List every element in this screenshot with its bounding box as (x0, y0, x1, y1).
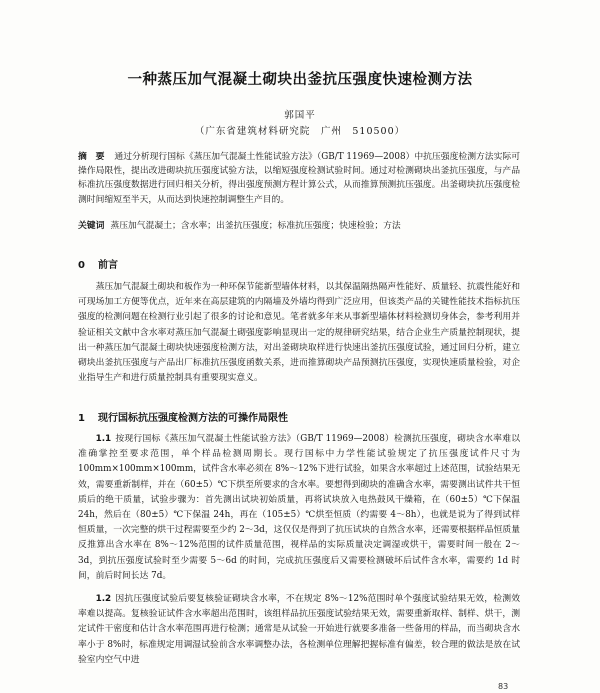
section-title: 现行国标抗压强度检测方法的可操作局限性 (98, 413, 288, 424)
keywords (78, 219, 520, 233)
subsection-text: 因抗压强度试验后要复核验证砌块含水率，不在规定 8%～12%范围时单个强度试验结果无效，检测效率难以提高。复核验证试件含水率超出范围时，该组样品抗压强度试验结果无效，需要重新取样、制样、烘干，测定试件干密度和估计含水率范围再进行检测；通常是从试验一开始进行就要多准备一些备用的样品，而当砌块含水率小于 8%时，标准规定用调湿试验前含水率调整办法，各检测单位理解把握标准有偏差，较合理的做法是放在试验室内空气中进 (78, 594, 520, 665)
abstract (78, 150, 520, 207)
keywords-text: 蒸压加气混凝土；含水率；出釜抗压强度；标准抗压强度；快速检验；方法 (110, 221, 401, 231)
section-heading-0 (78, 256, 118, 271)
author-affiliation: （广东省建筑材料研究院 广州 510500） (194, 126, 406, 137)
abstract-text: 通过分析现行国标《蒸压加气混凝土性能试验方法》（GB/T 11969—2008）中抗压强度检测方法实际可操作局限性，提出改进砌块抗压强度试验方法，以缩短强度检测试验时间。通过对检测砌块出釜抗压强度，与产品标准抗压强度数据进行回归相关分析，得出强度预测方程计算公式，从而推算预测抗压强度。出釜砌块抗压强度检测时间缩短至半天，从而达到快速控制调整生产目的。 (78, 152, 520, 205)
author-name: 郭国平 (284, 110, 316, 121)
subsection-label: 1.1 (95, 434, 112, 444)
abstract-label: 摘 要 (78, 152, 105, 162)
keywords-label: 关键词 (78, 221, 105, 231)
paragraph-1-2 (78, 592, 520, 668)
section-number: 0 (78, 260, 85, 271)
paragraph-1-1 (78, 432, 520, 584)
paper-title: 一种蒸压加气混凝土砌块出釜抗压强度快速检测方法 (127, 72, 473, 88)
subsection-label: 1.2 (95, 594, 112, 604)
page-number: 83 (498, 682, 509, 691)
section-number: 1 (78, 413, 85, 424)
section-title: 前言 (98, 260, 118, 271)
subsection-text: 按现行国标《蒸压加气混凝土性能试验方法》（GB/T 11969—2008）检测抗压强度，砌块含水率难以准确掌控至要求范围，单个样品检测周期长。现行国标中力学性能试验规定了抗压强度试件尺寸为 100mm×100mm×100mm，试件含水率必须在 8%～12%下进行试验，如果含水率超过上述范围，试验结果无效，需要重新制样，并在（60±5）℃下烘至所要求的含水率。要想得到砌块的准确含水率，需要测出试件共干恒质后的绝干质量，试验步骤为：首先测出试块初始质量，再将试块放入电热鼓风干燥箱，在（60±5）℃下保温 24h，然后在（80±5）℃下保温 24h，再在（105±5）℃烘至恒质（约需要 4～8h），也就是说为了得到试样恒质量，一次完整的烘干过程需要至少约 2～3d，这仅仅是得到了抗压试块的自然含水率，还需要根据样品恒质量反推算出含水率在 8%～12%范围的试件质量范围，视样品的实际质量决定调湿或烘干，需要时间一般在 2～3d，到抗压强度试验时至少需要 5～6d 的时间，完成抗压强度后又需要检测破坏后试件含水率，需要约 1d 时间，前后时间长达 7d。 (78, 434, 520, 581)
intro-paragraph: 蒸压加气混凝土砌块和板作为一种环保节能新型墙体材料，以其保温隔热隔声性能好、质量轻、抗震性能好和可现场加工方便等优点，近年来在高层建筑的内隔墙及外墙均得到广泛应用，但该类产品的关键性能技术指标抗压强度的检测问题在检测行业引起了很多的讨论和意见。笔者就多年来从事新型墙体材料检测切身体会，参考利用并验证相关文献中含水率对蒸压加气混凝土砌强度影响显现出一定的规律研究结果，结合企业生产质量控制现状，提出一种蒸压加气混凝土砌块快速强度检测方法，对出釜砌块取样进行快速出釜抗压强度试验，通过回归分析，建立砌块出釜抗压强度与产品出厂标准抗压强度函数关系，进而推算砌块产品预测抗压强度，实现快速质量检验，对企业指导生产和进行质量控制具有重要现实意义。 (78, 282, 520, 384)
section-heading-1 (78, 409, 288, 424)
